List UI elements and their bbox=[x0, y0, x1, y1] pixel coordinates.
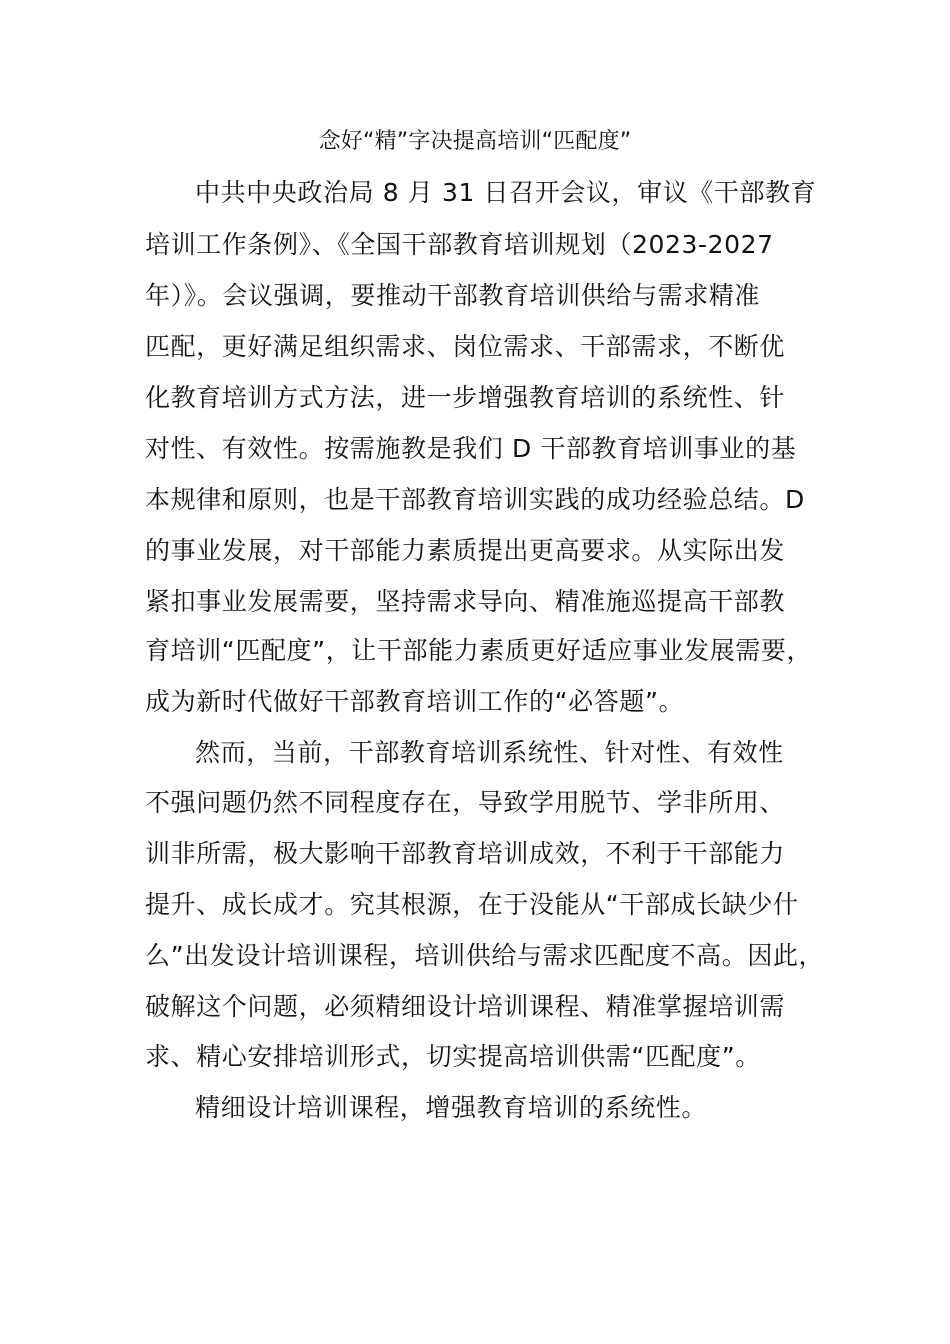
paragraph-line: 么”出发设计培训课程，培训供给与需求匹配度不高。因此， bbox=[145, 941, 825, 970]
document-title: 念好“精”字决提高培训“匹配度” bbox=[318, 129, 632, 154]
paragraph-line: 化教育培训方式方法，进一步增强教育培训的系统性、针 bbox=[145, 383, 786, 412]
paragraph-line: 中共中央政治局 8 月 31 日召开会议，审议《干部教育 bbox=[195, 178, 817, 207]
paragraph-line: 匹配，更好满足组织需求、岗位需求、干部需求，不断优 bbox=[145, 332, 786, 361]
paragraph-line: 精细设计培训课程，增强教育培训的系统性。 bbox=[195, 1093, 708, 1122]
paragraph-line: 训非所需，极大影响干部教育培训成效，不利于干部能力 bbox=[145, 839, 786, 868]
paragraph-line: 不强问题仍然不同程度存在，导致学用脱节、学非所用、 bbox=[145, 788, 786, 817]
paragraph-line: 然而，当前，干部教育培训系统性、针对性、有效性 bbox=[195, 738, 784, 767]
paragraph-line: 年）》。会议强调，要推动干部教育培训供给与需求精准 bbox=[145, 281, 761, 310]
paragraph-line: 求、精心安排培训形式，切实提高培训供需“匹配度”。 bbox=[145, 1042, 761, 1071]
paragraph-line: 紧扣事业发展需要，坚持需求导向、精准施巡提高干部教 bbox=[145, 587, 786, 616]
paragraph-line: 成为新时代做好干部教育培训工作的“必答题”。 bbox=[145, 687, 685, 716]
paragraph-line: 本规律和原则，也是干部教育培训实践的成功经验总结。D bbox=[145, 485, 805, 514]
paragraph-line: 育培训“匹配度”，让干部能力素质更好适应事业发展需要， bbox=[145, 636, 813, 665]
paragraph-line: 破解这个问题，必须精细设计培训课程、精准掌握培训需 bbox=[145, 992, 786, 1021]
paragraph-line: 的事业发展，对干部能力素质提出更高要求。从实际出发 bbox=[145, 536, 786, 565]
paragraph-line: 对性、有效性。按需施教是我们 D 干部教育培训事业的基 bbox=[145, 434, 797, 463]
paragraph-line: 提升、成长成才。究其根源，在于没能从“干部成长缺少什 bbox=[145, 890, 799, 919]
paragraph-line: 培训工作条例》、《全国干部教育培训规划（2023-2027 bbox=[145, 230, 774, 259]
